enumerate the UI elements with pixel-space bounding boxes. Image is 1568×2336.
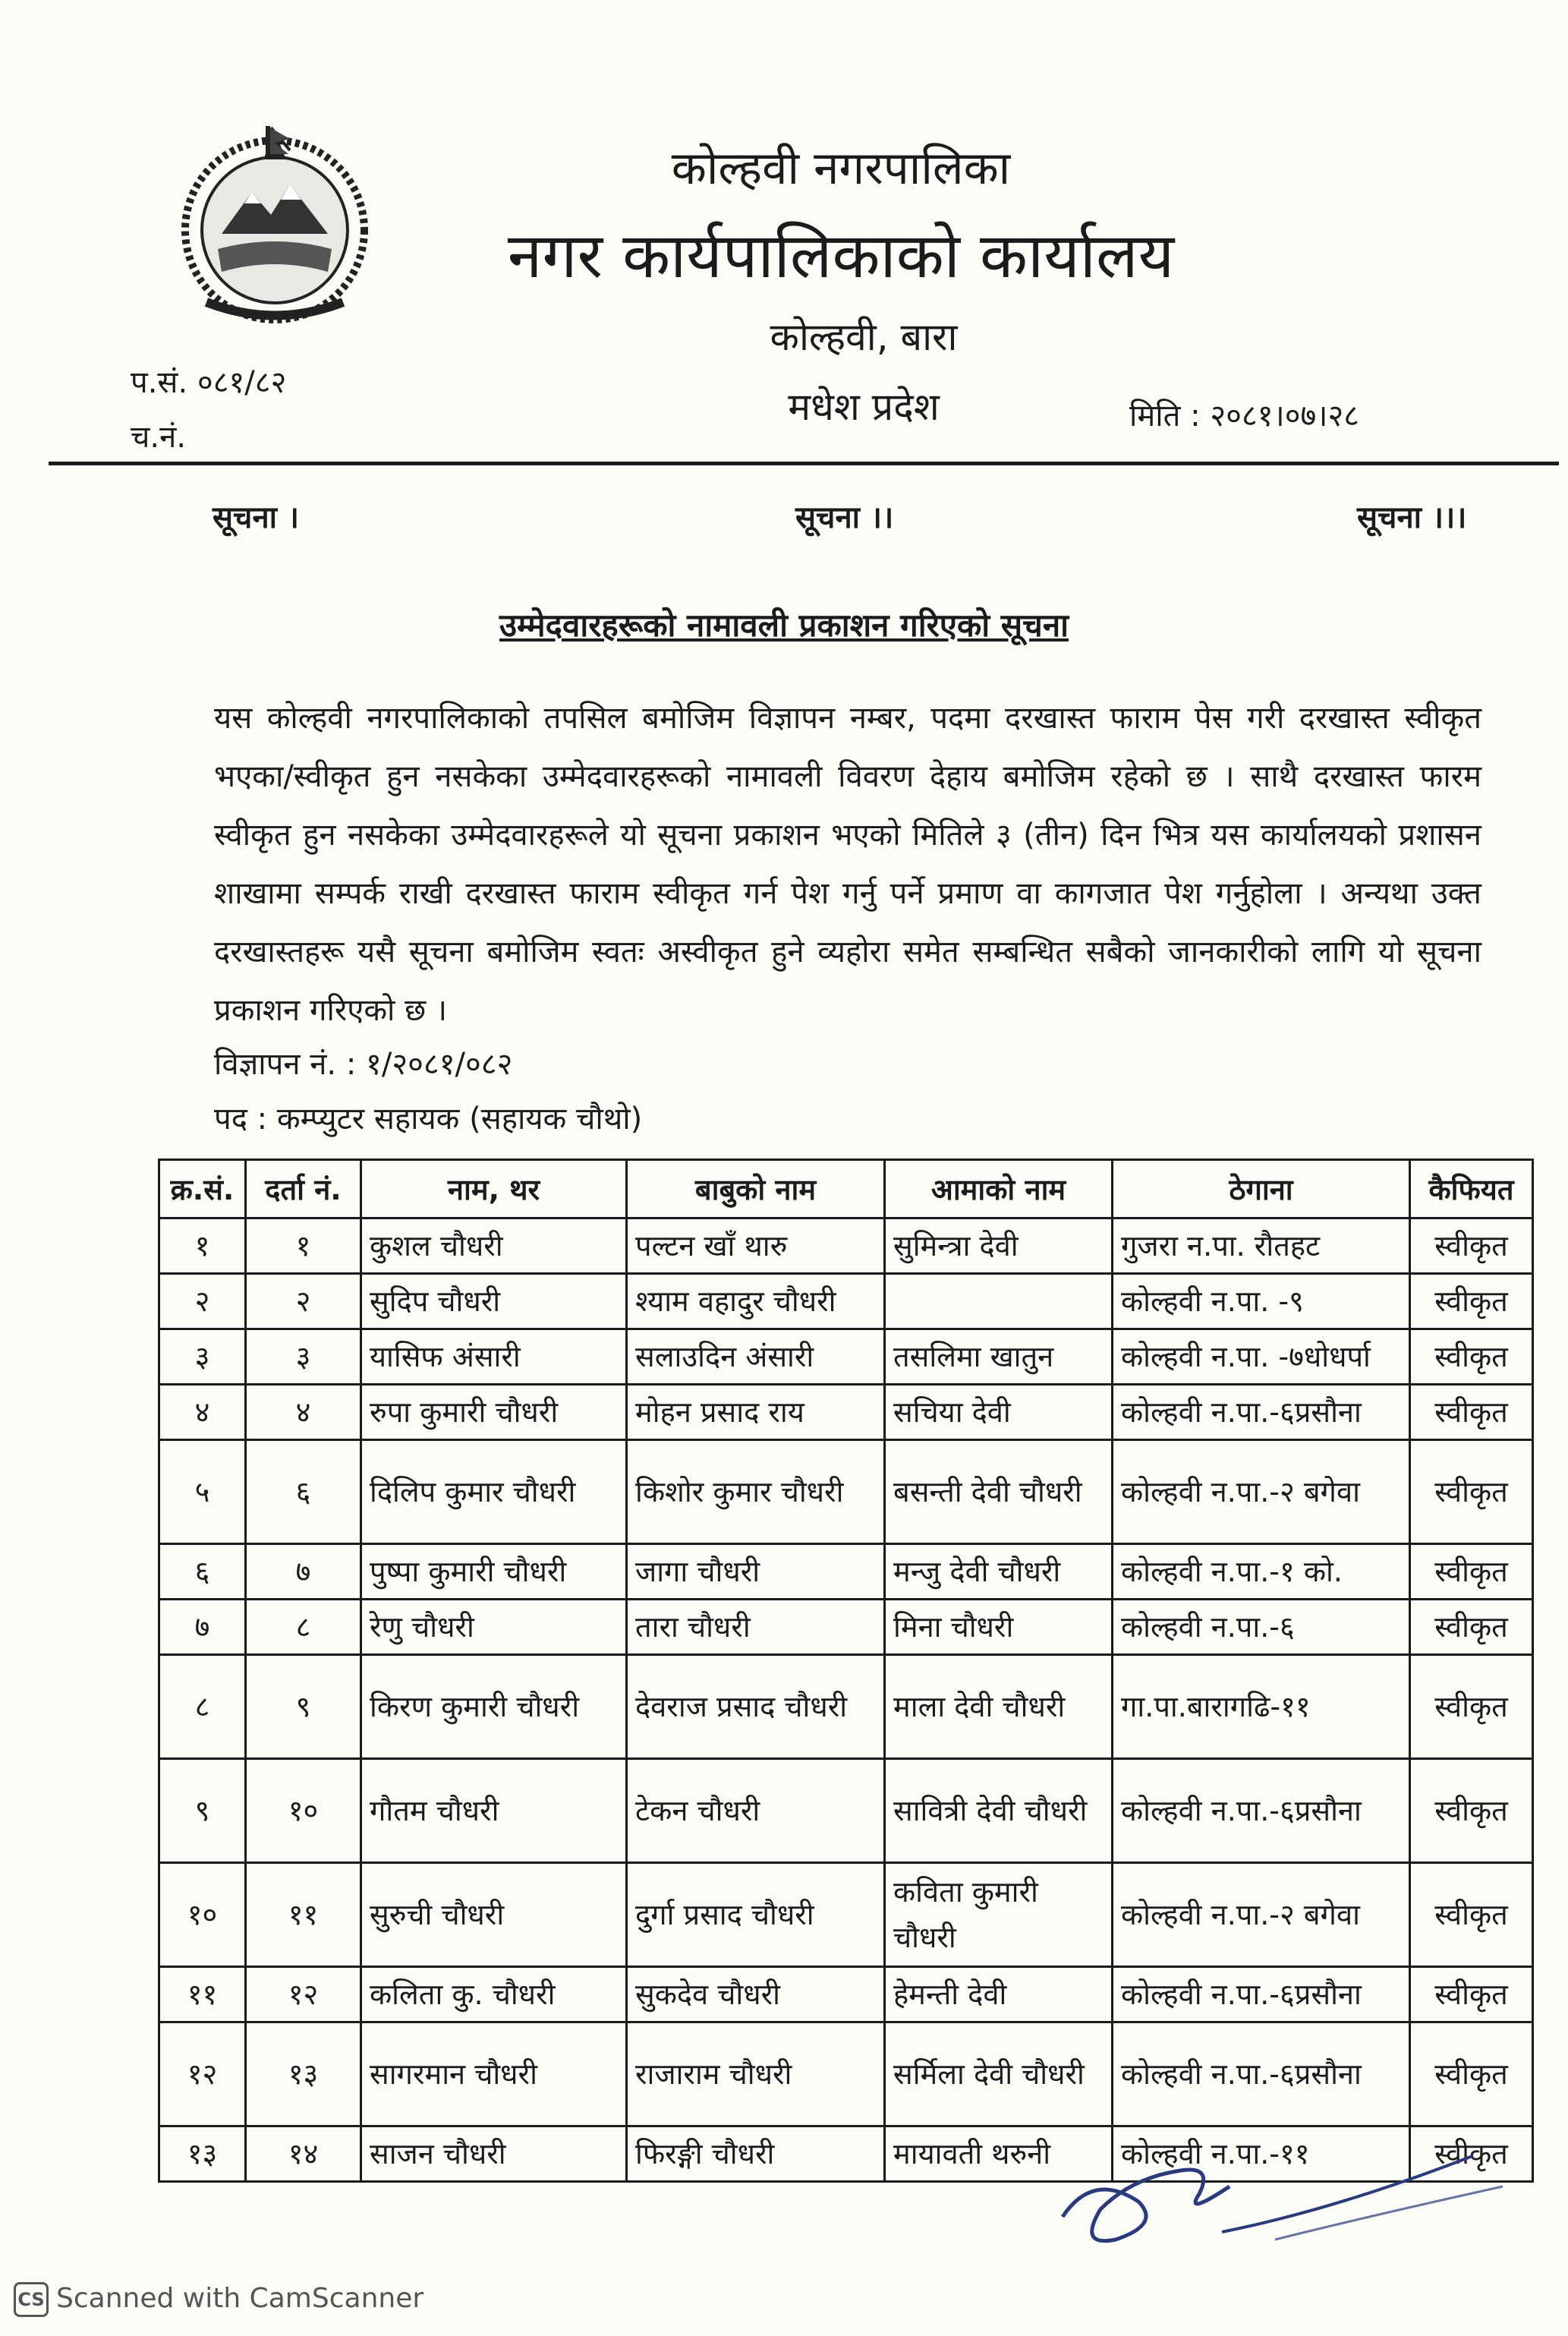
- table-row: [159, 1274, 1533, 1329]
- cell-serial: ४: [159, 1385, 246, 1440]
- cell-reg-no: ४: [246, 1385, 361, 1440]
- cell-father: मोहन प्रसाद राय: [627, 1385, 885, 1440]
- cell-serial: ३: [159, 1329, 246, 1385]
- advertisement-number: विज्ञापन नं. : १/२०८१/०८२: [214, 1047, 513, 1082]
- cell-address: कोल्हवी न.पा.-६: [1113, 1600, 1410, 1655]
- candidate-table-body: [159, 1218, 1533, 2182]
- cell-address: कोल्हवी न.पा.-११: [1113, 2126, 1410, 2182]
- cell-mother: मिना चौधरी: [885, 1600, 1113, 1655]
- table-row: [159, 1544, 1533, 1600]
- cell-remarks: स्वीकृत: [1410, 2126, 1533, 2182]
- signature-icon: [1047, 2126, 1518, 2262]
- cell-serial: ७: [159, 1600, 246, 1655]
- table-row: [159, 1600, 1533, 1655]
- cell-father: पल्टन खाँ थारु: [627, 1218, 885, 1274]
- cell-reg-no: ११: [246, 1863, 361, 1967]
- municipality-name: कोल्हवी नगरपालिका: [671, 142, 1011, 195]
- table-row: [159, 1440, 1533, 1544]
- cell-remarks: स्वीकृत: [1410, 1274, 1533, 1329]
- cell-father: सुकदेव चौधरी: [627, 1967, 885, 2022]
- notice-mark-1: सूचना ।: [213, 500, 300, 535]
- cell-father: सलाउदिन अंसारी: [627, 1329, 885, 1385]
- post-title: पद : कम्प्युटर सहायक (सहायक चौथो): [214, 1102, 643, 1136]
- table-row: [159, 1385, 1533, 1440]
- cell-address: कोल्हवी न.पा.-२ बगेवा: [1113, 1440, 1410, 1544]
- table-row: [159, 1863, 1533, 1967]
- cell-name: गौतम चौधरी: [361, 1759, 627, 1863]
- reference-number: प.सं. ०८१/८२: [131, 365, 287, 400]
- cell-remarks: स्वीकृत: [1410, 1218, 1533, 1274]
- cell-address: कोल्हवी न.पा.-६प्रसौना: [1113, 1759, 1410, 1863]
- cell-mother: सर्मिला देवी चौधरी: [885, 2022, 1113, 2126]
- cell-father: दुर्गा प्रसाद चौधरी: [627, 1863, 885, 1967]
- dispatch-number: च.नं.: [131, 420, 187, 455]
- office-province: मधेश प्रदेश: [788, 385, 940, 429]
- cell-reg-no: ३: [246, 1329, 361, 1385]
- cell-name: रेणु चौधरी: [361, 1600, 627, 1655]
- cell-serial: ५: [159, 1440, 246, 1544]
- cell-remarks: स्वीकृत: [1410, 1863, 1533, 1967]
- cell-reg-no: ८: [246, 1600, 361, 1655]
- cell-remarks: स्वीकृत: [1410, 1759, 1533, 1863]
- cell-reg-no: १३: [246, 2022, 361, 2126]
- cell-mother: [885, 1274, 1113, 1329]
- cell-name: सुरुची चौधरी: [361, 1863, 627, 1967]
- cell-serial: ८: [159, 1655, 246, 1759]
- col-header-address: ठेगाना: [1113, 1160, 1410, 1218]
- scanner-watermark: [14, 2282, 423, 2317]
- cell-serial: १३: [159, 2126, 246, 2182]
- cell-name: यासिफ अंसारी: [361, 1329, 627, 1385]
- cell-name: किरण कुमारी चौधरी: [361, 1655, 627, 1759]
- table-row: [159, 1329, 1533, 1385]
- cell-address: कोल्हवी न.पा.-१ को.: [1113, 1544, 1410, 1600]
- cell-name: साजन चौधरी: [361, 2126, 627, 2182]
- cell-address: गुजरा न.पा. रौतहट: [1113, 1218, 1410, 1274]
- cell-father: किशोर कुमार चौधरी: [627, 1440, 885, 1544]
- cell-reg-no: १४: [246, 2126, 361, 2182]
- cell-father: फिरङ्गी चौधरी: [627, 2126, 885, 2182]
- cell-father: देवराज प्रसाद चौधरी: [627, 1655, 885, 1759]
- cell-remarks: स्वीकृत: [1410, 1385, 1533, 1440]
- cell-mother: कविता कुमारी चौधरी: [885, 1863, 1113, 1967]
- cell-name: सुदिप चौधरी: [361, 1274, 627, 1329]
- cell-remarks: स्वीकृत: [1410, 1329, 1533, 1385]
- cell-address: गा.पा.बारागढि-११: [1113, 1655, 1410, 1759]
- cell-serial: २: [159, 1274, 246, 1329]
- header-divider: [49, 462, 1559, 465]
- notice-mark-3: सूचना ।।।: [1357, 500, 1467, 535]
- office-place: कोल्हवी, बारा: [770, 315, 958, 359]
- cell-remarks: स्वीकृत: [1410, 1544, 1533, 1600]
- col-header-remarks: कैफियत: [1410, 1160, 1533, 1218]
- cell-serial: १२: [159, 2022, 246, 2126]
- notice-mark-2: सूचना ।।: [795, 500, 894, 535]
- notice-date: मिति : २०८१।०७।२८: [1129, 399, 1360, 433]
- cell-mother: सचिया देवी: [885, 1385, 1113, 1440]
- cell-address: कोल्हवी न.पा.-६प्रसौना: [1113, 1385, 1410, 1440]
- cell-remarks: स्वीकृत: [1410, 1655, 1533, 1759]
- cell-name: सागरमान चौधरी: [361, 2022, 627, 2126]
- cell-address: कोल्हवी न.पा.-२ बगेवा: [1113, 1863, 1410, 1967]
- table-row: [159, 1218, 1533, 1274]
- cell-address: कोल्हवी न.पा.-६प्रसौना: [1113, 2022, 1410, 2126]
- cell-father: तारा चौधरी: [627, 1600, 885, 1655]
- col-header-name: नाम, थर: [361, 1160, 627, 1218]
- cell-father: राजाराम चौधरी: [627, 2022, 885, 2126]
- cell-reg-no: ९: [246, 1655, 361, 1759]
- cell-mother: सुमिन्त्रा देवी: [885, 1218, 1113, 1274]
- camscanner-logo: CS: [14, 2282, 49, 2317]
- table-row: [159, 1967, 1533, 2022]
- cell-serial: ११: [159, 1967, 246, 2022]
- cell-remarks: स्वीकृत: [1410, 2022, 1533, 2126]
- cell-mother: बसन्ती देवी चौधरी: [885, 1440, 1113, 1544]
- cell-father: टेकन चौधरी: [627, 1759, 885, 1863]
- scanner-text: Scanned with CamScanner: [56, 2283, 424, 2314]
- cell-reg-no: ७: [246, 1544, 361, 1600]
- cell-mother: माला देवी चौधरी: [885, 1655, 1113, 1759]
- col-header-mother: आमाको नाम: [885, 1160, 1113, 1218]
- cell-remarks: स्वीकृत: [1410, 1600, 1533, 1655]
- cell-mother: मन्जु देवी चौधरी: [885, 1544, 1113, 1600]
- cell-remarks: स्वीकृत: [1410, 1967, 1533, 2022]
- cell-serial: ६: [159, 1544, 246, 1600]
- cell-mother: हेमन्ती देवी: [885, 1967, 1113, 2022]
- cell-father: श्याम वहादुर चौधरी: [627, 1274, 885, 1329]
- office-name: नगर कार्यपालिकाको कार्यालय: [507, 220, 1175, 292]
- cell-address: कोल्हवी न.पा. -९: [1113, 1274, 1410, 1329]
- cell-reg-no: १०: [246, 1759, 361, 1863]
- table-row: [159, 2022, 1533, 2126]
- notice-body: यस कोल्हवी नगरपालिकाको तपसिल बमोजिम विज्ञापन नम्बर, पदमा दरखास्त फाराम पेस गरी दरखास्त स्वीकृत भएका/स्वीकृत हुन नसकेका उम्मेदवारहरूको नामावली विवरण देहाय बमोजिम रहेको छ । साथै दरखास्त फारम स्वीकृत हुन नसकेका उम्मेदवारहरूले यो सूचना प्रकाशन भएको मितिले ३ (तीन) दिन भित्र यस कार्यालयको प्रशासन शाखामा सम्पर्क राखी दरखास्त फाराम स्वीकृत गर्न पेश गर्नु पर्ने प्रमाण वा कागजात पेश गर्नुहोला । अन्यथा उक्त दरखास्तहरू यसै सूचना बमोजिम स्वतः अस्वीकृत हुने व्यहोरा समेत सम्बन्धित सबैको जानकारीको लागि यो सूचना प्रकाशन गरिएको छ ।: [214, 701, 1481, 1028]
- cell-reg-no: ६: [246, 1440, 361, 1544]
- col-header-father: बाबुको नाम: [627, 1160, 885, 1218]
- table-row: [159, 1655, 1533, 1759]
- cell-serial: ९: [159, 1759, 246, 1863]
- cell-mother: सावित्री देवी चौधरी: [885, 1759, 1113, 1863]
- cell-reg-no: १२: [246, 1967, 361, 2022]
- cell-serial: १: [159, 1218, 246, 1274]
- cell-address: कोल्हवी न.पा.-६प्रसौना: [1113, 1967, 1410, 2022]
- cell-serial: १०: [159, 1863, 246, 1967]
- col-header-serial: क्र.सं.: [159, 1160, 246, 1218]
- col-header-reg-no: दर्ता नं.: [246, 1160, 361, 1218]
- cell-reg-no: १: [246, 1218, 361, 1274]
- table-row: [159, 1759, 1533, 1863]
- cell-name: कुशल चौधरी: [361, 1218, 627, 1274]
- cell-name: रुपा कुमारी चौधरी: [361, 1385, 627, 1440]
- cell-reg-no: २: [246, 1274, 361, 1329]
- cell-mother: मायावती थरुनी: [885, 2126, 1113, 2182]
- cell-remarks: स्वीकृत: [1410, 1440, 1533, 1544]
- notice-subject: उम्मेदवारहरूको नामावली प्रकाशन गरिएको सूचना: [499, 607, 1069, 644]
- cell-mother: तसलिमा खातुन: [885, 1329, 1113, 1385]
- cell-name: दिलिप कुमार चौधरी: [361, 1440, 627, 1544]
- cell-address: कोल्हवी न.पा. -७धोधर्पा: [1113, 1329, 1410, 1385]
- cell-name: कलिता कु. चौधरी: [361, 1967, 627, 2022]
- cell-father: जागा चौधरी: [627, 1544, 885, 1600]
- candidate-table: [158, 1159, 1534, 2183]
- cell-name: पुष्पा कुमारी चौधरी: [361, 1544, 627, 1600]
- table-header-row: [159, 1160, 1533, 1218]
